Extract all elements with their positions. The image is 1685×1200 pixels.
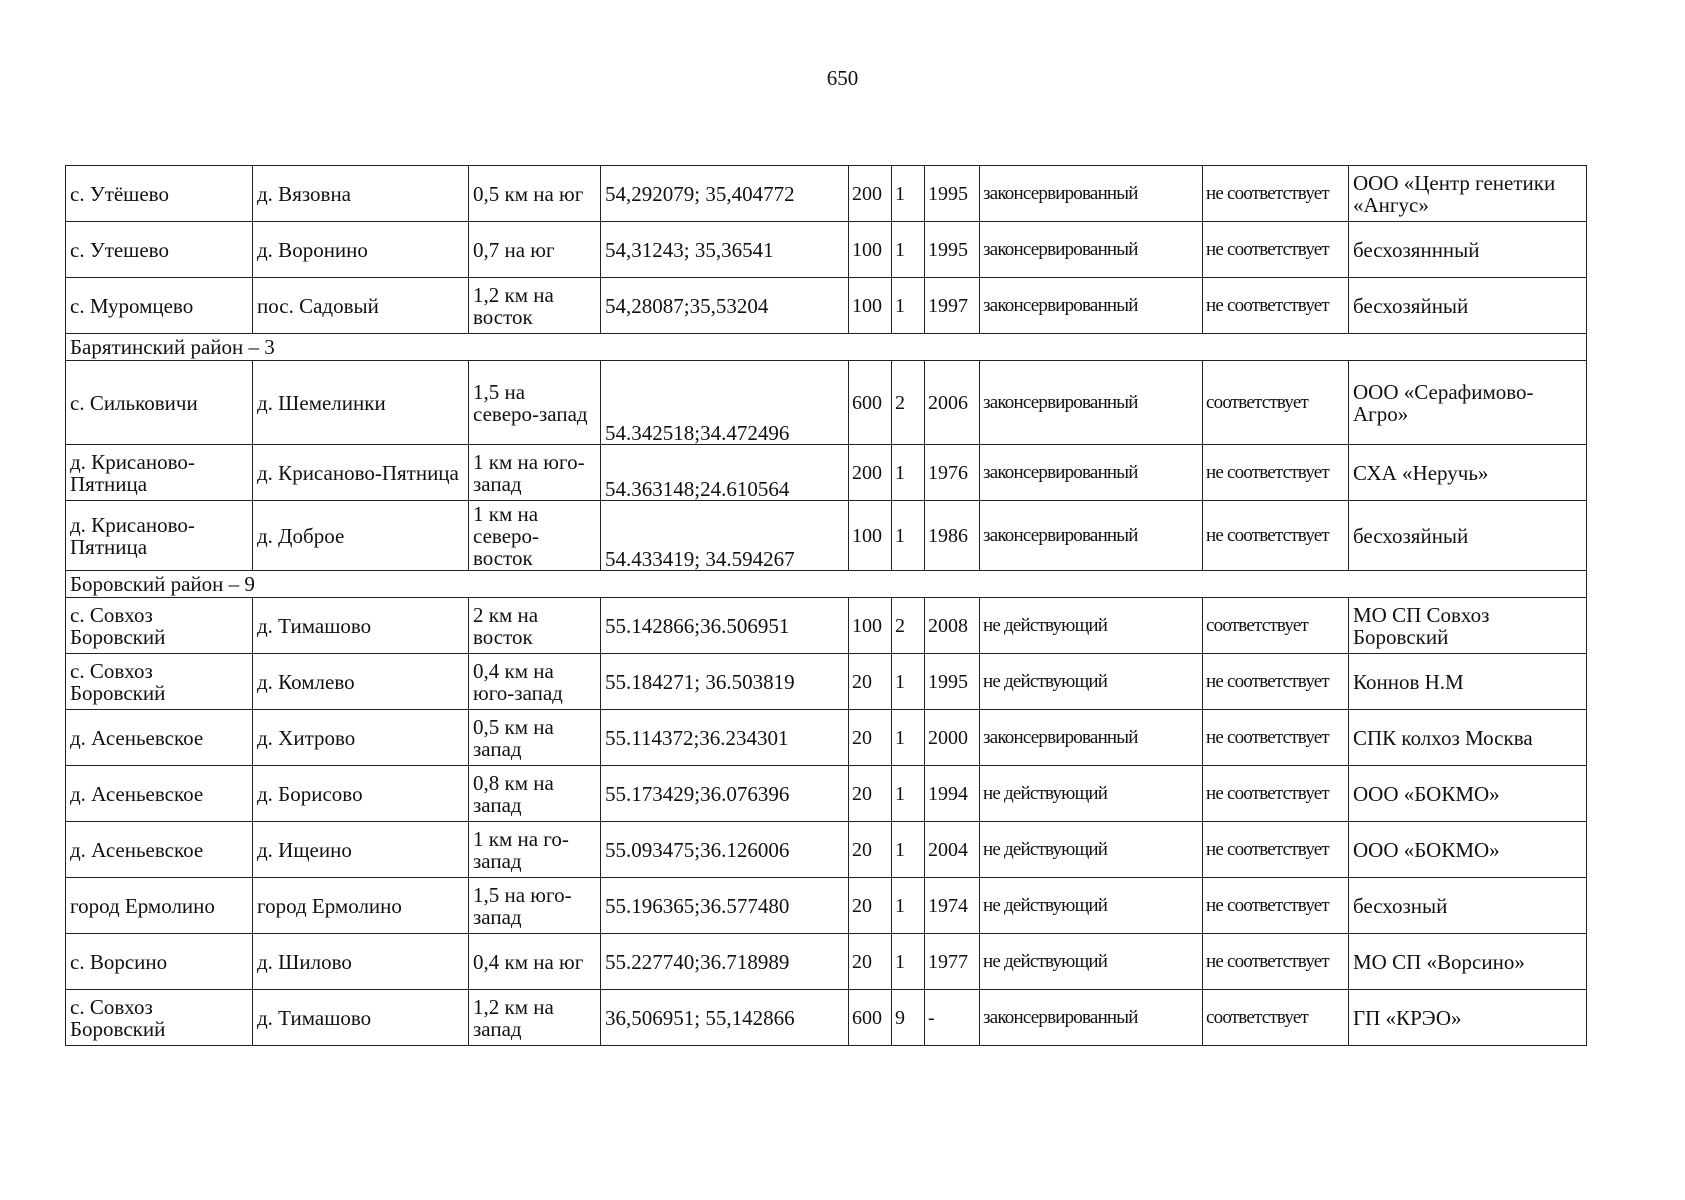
cell-owner: СХА «Неручь» (1349, 445, 1587, 501)
cell-coordinates: 54,31243; 35,36541 (601, 222, 849, 278)
cell-compliance: не соответствует (1203, 766, 1349, 822)
wells-table (65, 165, 1587, 1046)
table-row (66, 654, 1587, 710)
cell-compliance: не соответствует (1203, 822, 1349, 878)
cell-owner: МО СП Совхоз Боровский (1349, 598, 1587, 654)
cell-locality: д. Тимашово (253, 598, 469, 654)
cell-state: законсервированный (980, 710, 1203, 766)
table-row (66, 166, 1587, 222)
cell-owner: бесхозяннный (1349, 222, 1587, 278)
cell-owner: ООО «БОКМО» (1349, 822, 1587, 878)
table-row (66, 710, 1587, 766)
table-row (66, 361, 1587, 445)
cell-year: 1977 (925, 934, 980, 990)
cell-direction: 0,8 км на запад (469, 766, 601, 822)
cell-owner: ООО «Центр генетики «Ангус» (1349, 166, 1587, 222)
cell-settlement: с. Совхоз Боровский (66, 654, 253, 710)
table-row (66, 934, 1587, 990)
cell-compliance: не соответствует (1203, 878, 1349, 934)
table-row (66, 278, 1587, 334)
cell-compliance: не соответствует (1203, 654, 1349, 710)
cell-locality: д. Шилово (253, 934, 469, 990)
cell-year: 1986 (925, 501, 980, 571)
cell-state: законсервированный (980, 361, 1203, 445)
cell-compliance: не соответствует (1203, 445, 1349, 501)
table-row (66, 990, 1587, 1046)
cell-coordinates: 36,506951; 55,142866 (601, 990, 849, 1046)
cell-coordinates: 55.142866;36.506951 (601, 598, 849, 654)
cell-settlement: город Ермолино (66, 878, 253, 934)
cell-year: 1994 (925, 766, 980, 822)
cell-count: 1 (892, 501, 925, 571)
cell-owner: Коннов Н.М (1349, 654, 1587, 710)
cell-owner: бесхозный (1349, 878, 1587, 934)
cell-compliance: не соответствует (1203, 501, 1349, 571)
table-row (66, 501, 1587, 571)
cell-state: законсервированный (980, 501, 1203, 571)
table-row (66, 445, 1587, 501)
cell-coordinates: 55.114372;36.234301 (601, 710, 849, 766)
cell-settlement: д. Крисаново-Пятница (66, 445, 253, 501)
cell-count: 1 (892, 822, 925, 878)
cell-direction: 0,5 км на юг (469, 166, 601, 222)
cell-coordinates: 55.227740;36.718989 (601, 934, 849, 990)
cell-settlement: с. Ворсино (66, 934, 253, 990)
cell-coordinates: 55.173429;36.076396 (601, 766, 849, 822)
table-row (66, 766, 1587, 822)
cell-count: 2 (892, 598, 925, 654)
cell-settlement: с. Сильковичи (66, 361, 253, 445)
cell-owner: бесхозяйный (1349, 501, 1587, 571)
cell-direction: 1,2 км на восток (469, 278, 601, 334)
cell-direction: 1,5 на юго-запад (469, 878, 601, 934)
section-title: Боровский район – 9 (66, 571, 1587, 598)
section-title: Барятинский район – 3 (66, 334, 1587, 361)
page-number: 650 (826, 66, 859, 90)
cell-count: 1 (892, 278, 925, 334)
cell-depth: 20 (849, 822, 892, 878)
cell-settlement: д. Асеньевское (66, 822, 253, 878)
cell-direction: 1 км на го-запад (469, 822, 601, 878)
cell-owner: ГП «КРЭО» (1349, 990, 1587, 1046)
table-row (66, 222, 1587, 278)
table-row (66, 822, 1587, 878)
cell-locality: д. Крисаново-Пятница (253, 445, 469, 501)
cell-depth: 20 (849, 654, 892, 710)
cell-state: законсервированный (980, 222, 1203, 278)
cell-compliance: соответствует (1203, 598, 1349, 654)
cell-depth: 100 (849, 278, 892, 334)
section-header-row (66, 334, 1587, 361)
cell-depth: 200 (849, 166, 892, 222)
cell-depth: 100 (849, 222, 892, 278)
cell-coordinates: 54.433419; 34.594267 (601, 501, 849, 571)
cell-coordinates: 54,28087;35,53204 (601, 278, 849, 334)
cell-locality: д. Хитрово (253, 710, 469, 766)
cell-settlement: с. Совхоз Боровский (66, 990, 253, 1046)
cell-settlement: д. Асеньевское (66, 766, 253, 822)
cell-owner: бесхозяйный (1349, 278, 1587, 334)
cell-direction: 0,4 км на юго-запад (469, 654, 601, 710)
cell-owner: МО СП «Ворсино» (1349, 934, 1587, 990)
cell-state: законсервированный (980, 990, 1203, 1046)
cell-coordinates: 55.196365;36.577480 (601, 878, 849, 934)
cell-count: 1 (892, 934, 925, 990)
cell-compliance: не соответствует (1203, 222, 1349, 278)
cell-owner: ООО «Серафимово-Агро» (1349, 361, 1587, 445)
cell-owner: СПК колхоз Москва (1349, 710, 1587, 766)
cell-year: 2006 (925, 361, 980, 445)
cell-locality: д. Тимашово (253, 990, 469, 1046)
cell-direction: 0,7 на юг (469, 222, 601, 278)
cell-locality: д. Воронино (253, 222, 469, 278)
cell-locality: город Ермолино (253, 878, 469, 934)
cell-state: не действующий (980, 766, 1203, 822)
cell-compliance: не соответствует (1203, 166, 1349, 222)
cell-year: 1997 (925, 278, 980, 334)
cell-depth: 600 (849, 361, 892, 445)
cell-locality: д. Комлево (253, 654, 469, 710)
cell-year: 1995 (925, 654, 980, 710)
cell-depth: 100 (849, 501, 892, 571)
table-body (66, 166, 1587, 1046)
cell-year: - (925, 990, 980, 1046)
cell-direction: 1 км на юго-запад (469, 445, 601, 501)
cell-count: 1 (892, 445, 925, 501)
cell-settlement: д. Асеньевское (66, 710, 253, 766)
cell-year: 1995 (925, 222, 980, 278)
cell-coordinates: 55.184271; 36.503819 (601, 654, 849, 710)
cell-direction: 0,5 км на запад (469, 710, 601, 766)
cell-count: 1 (892, 710, 925, 766)
cell-state: не действующий (980, 654, 1203, 710)
cell-year: 1974 (925, 878, 980, 934)
cell-settlement: с. Утёшево (66, 166, 253, 222)
cell-count: 2 (892, 361, 925, 445)
cell-count: 1 (892, 878, 925, 934)
cell-count: 9 (892, 990, 925, 1046)
cell-depth: 20 (849, 878, 892, 934)
cell-state: законсервированный (980, 278, 1203, 334)
cell-compliance: не соответствует (1203, 934, 1349, 990)
cell-state: законсервированный (980, 445, 1203, 501)
cell-settlement: с. Утешево (66, 222, 253, 278)
cell-year: 1995 (925, 166, 980, 222)
cell-direction: 0,4 км на юг (469, 934, 601, 990)
cell-coordinates: 54,292079; 35,404772 (601, 166, 849, 222)
cell-count: 1 (892, 222, 925, 278)
cell-settlement: д. Крисаново-Пятница (66, 501, 253, 571)
cell-compliance: не соответствует (1203, 278, 1349, 334)
cell-state: не действующий (980, 598, 1203, 654)
cell-count: 1 (892, 166, 925, 222)
cell-coordinates: 55.093475;36.126006 (601, 822, 849, 878)
cell-compliance: соответствует (1203, 990, 1349, 1046)
cell-coordinates: 54.363148;24.610564 (601, 445, 849, 501)
cell-depth: 20 (849, 710, 892, 766)
cell-locality: д. Борисово (253, 766, 469, 822)
cell-count: 1 (892, 766, 925, 822)
table-row (66, 878, 1587, 934)
cell-owner: ООО «БОКМО» (1349, 766, 1587, 822)
cell-settlement: с. Муромцево (66, 278, 253, 334)
table-row (66, 598, 1587, 654)
cell-compliance: соответствует (1203, 361, 1349, 445)
cell-locality: д. Шемелинки (253, 361, 469, 445)
cell-year: 2004 (925, 822, 980, 878)
cell-depth: 600 (849, 990, 892, 1046)
cell-state: не действующий (980, 822, 1203, 878)
section-header-row (66, 571, 1587, 598)
cell-direction: 1 км на северо-восток (469, 501, 601, 571)
cell-state: не действующий (980, 934, 1203, 990)
cell-count: 1 (892, 654, 925, 710)
cell-locality: д. Ищеино (253, 822, 469, 878)
cell-year: 2008 (925, 598, 980, 654)
cell-locality: д. Доброе (253, 501, 469, 571)
cell-depth: 200 (849, 445, 892, 501)
cell-year: 1976 (925, 445, 980, 501)
cell-depth: 20 (849, 934, 892, 990)
cell-coordinates: 54.342518;34.472496 (601, 361, 849, 445)
cell-locality: д. Вязовна (253, 166, 469, 222)
cell-depth: 100 (849, 598, 892, 654)
cell-settlement: с. Совхоз Боровский (66, 598, 253, 654)
cell-locality: пос. Садовый (253, 278, 469, 334)
cell-direction: 1,2 км на запад (469, 990, 601, 1046)
cell-state: не действующий (980, 878, 1203, 934)
cell-depth: 20 (849, 766, 892, 822)
cell-direction: 2 км на восток (469, 598, 601, 654)
cell-compliance: не соответствует (1203, 710, 1349, 766)
cell-state: законсервированный (980, 166, 1203, 222)
cell-year: 2000 (925, 710, 980, 766)
cell-direction: 1,5 на северо-запад (469, 361, 601, 445)
